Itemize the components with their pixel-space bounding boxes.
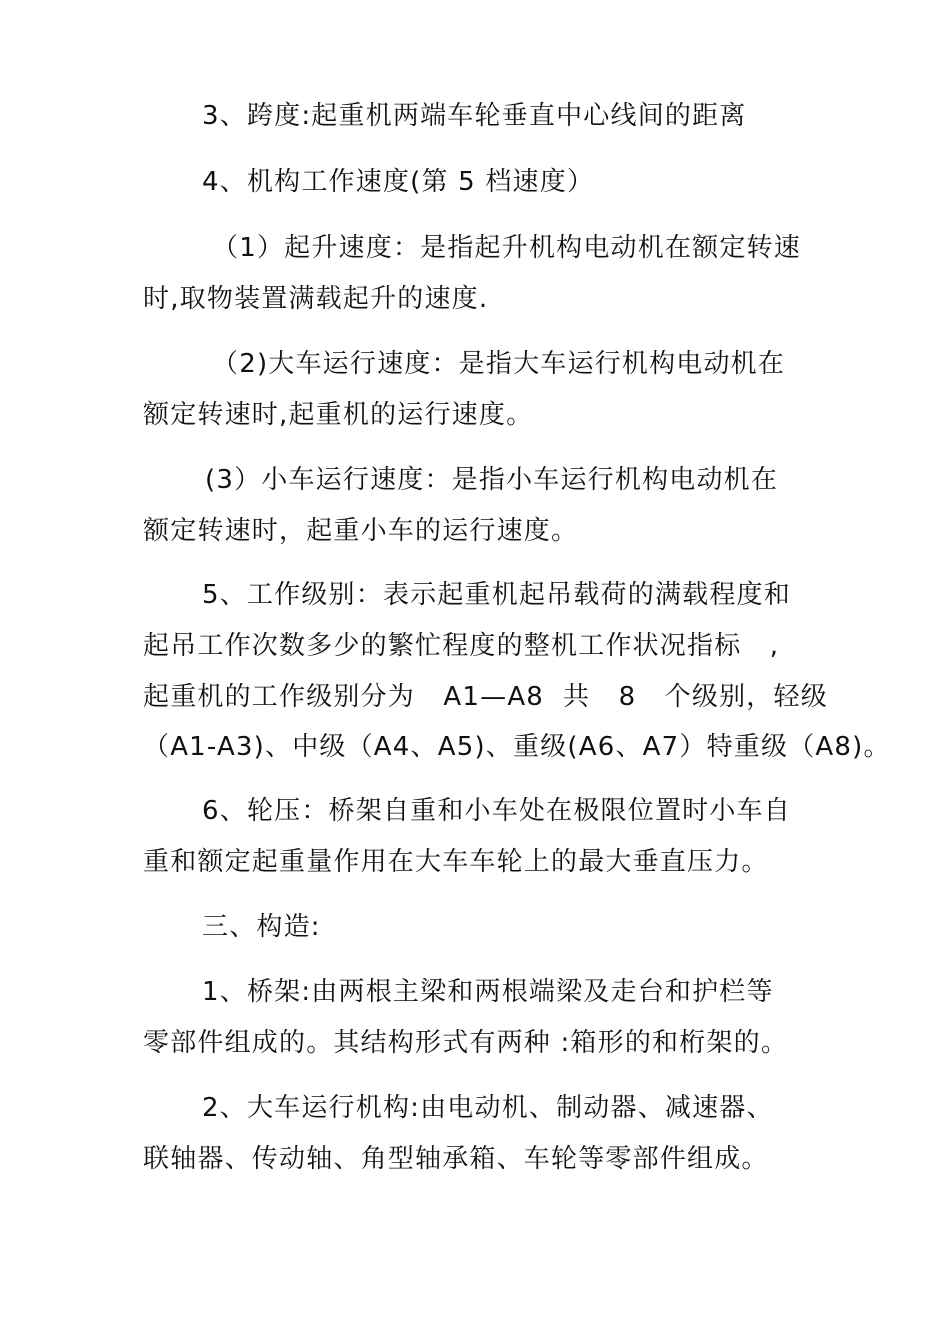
bridge-frame-line-1: 1、桥架:由两根主梁和两根端梁及走台和护栏等: [202, 977, 774, 1007]
hoisting-speed-line-2: 时,取物装置满载起升的速度.: [143, 284, 489, 314]
mechanism-speed-heading: 4、机构工作速度(第 5 档速度）: [202, 167, 595, 197]
trolley-travel-speed-line-2: 额定转速时，起重小车的运行速度。: [143, 516, 579, 546]
crane-travel-speed-line-1: （2)大车运行速度：是指大车运行机构电动机在: [212, 349, 786, 379]
bridge-frame-line-2: 零部件组成的。其结构形式有两种 :箱形的和桁架的。: [143, 1028, 789, 1058]
working-class-line-4: （A1-A3)、中级（A4、A5)、重级(A6、A7）特重级（A8)。: [143, 732, 891, 762]
wheel-pressure-line-2: 重和额定起重量作用在大车车轮上的最大垂直压力。: [143, 847, 769, 877]
hoisting-speed-line-1: （1）起升速度：是指起升机构电动机在额定转速: [212, 233, 801, 263]
working-class-line-1: 5、工作级别：表示起重机起吊载荷的满载程度和: [202, 580, 791, 610]
working-class-line-2: 起吊工作次数多少的繁忙程度的整机工作状况指标 ,: [143, 631, 780, 661]
wheel-pressure-line-1: 6、轮压：桥架自重和小车处在极限位置时小车自: [202, 796, 791, 826]
crane-travel-speed-line-2: 额定转速时,起重机的运行速度。: [143, 400, 534, 430]
span-definition-line: 3、跨度:起重机两端车轮垂直中心线间的距离: [202, 101, 747, 131]
crane-travel-mechanism-line-2: 联轴器、传动轴、角型轴承箱、车轮等零部件组成。: [143, 1144, 769, 1174]
crane-travel-mechanism-line-1: 2、大车运行机构:由电动机、制动器、减速器、: [202, 1093, 774, 1123]
working-class-line-3: 起重机的工作级别分为 A1—A8 共 8 个级别，轻级: [143, 682, 828, 712]
structure-heading: 三、构造:: [202, 912, 321, 942]
trolley-travel-speed-line-1: (3）小车运行速度：是指小车运行机构电动机在: [205, 465, 779, 495]
